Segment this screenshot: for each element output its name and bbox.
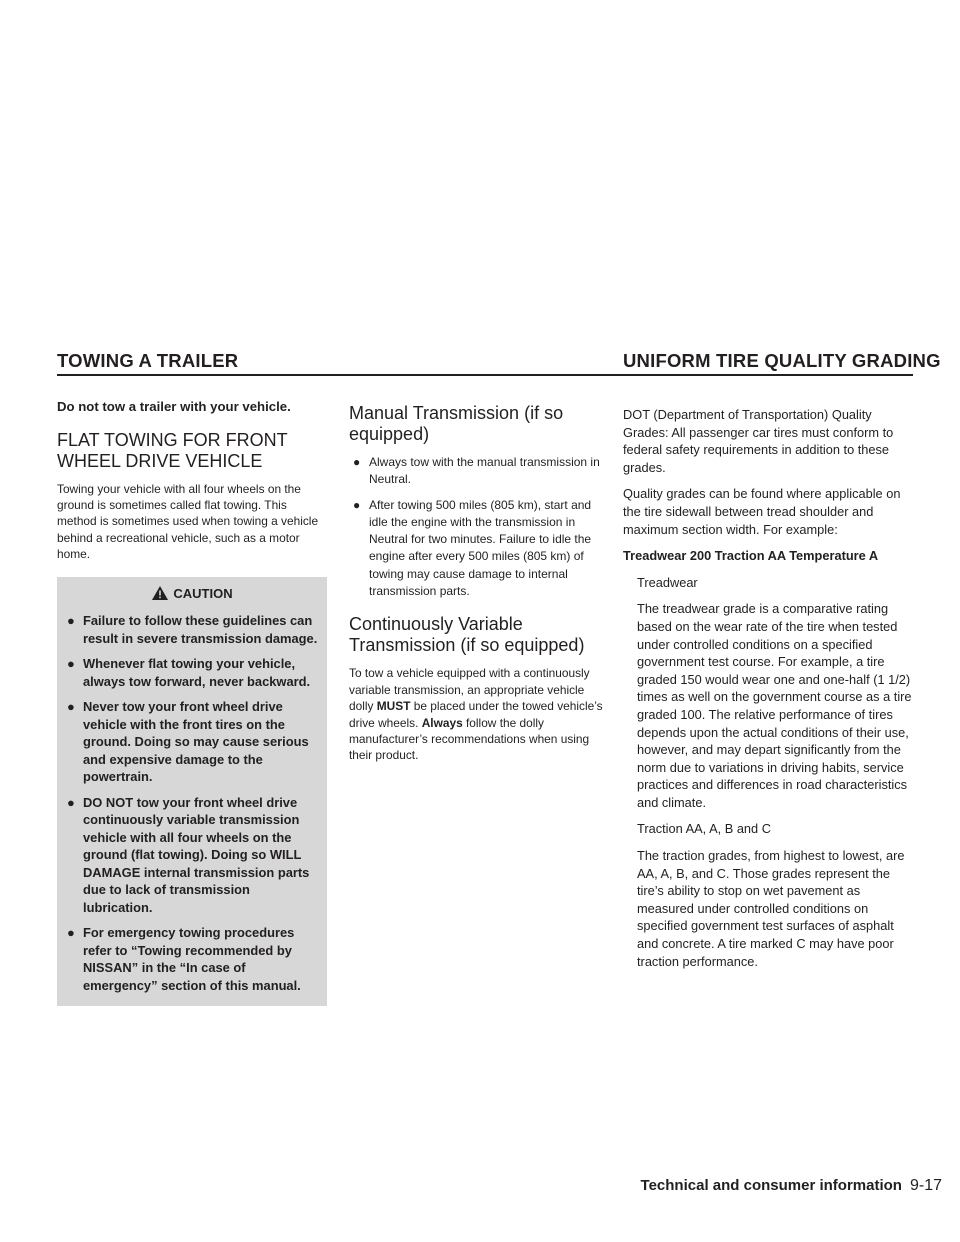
cvt-heading: Continuously Variable Transmission (if so equipped) <box>349 614 585 656</box>
caution-box <box>57 577 327 1007</box>
bullet-icon: ● <box>67 699 75 715</box>
traction-subheading: Traction AA, A, B and C <box>637 821 771 837</box>
dot-grades-paragraph: DOT (Department of Transportation) Quality Grades: All passenger car tires must conform to federal safety requirements in addition to these grades. <box>623 407 894 475</box>
bullet-icon: ● <box>353 455 361 469</box>
bullet-icon: ● <box>67 613 75 629</box>
caution-item <box>65 698 319 786</box>
grades-location-paragraph: Quality grades can be found where applicable on the tire sidewall between tread shoulder and maximum section width. For example: <box>623 486 901 537</box>
caution-item-text: Never tow your front wheel drive vehicle with the front tires on the ground. Doing so may cause serious and expensive damage to the powertrain. <box>83 699 309 785</box>
header-rule-right <box>623 374 913 376</box>
caution-item-text: For emergency towing procedures refer to “Towing recommended by NISSAN” in the “In case of emergency” section of this manual. <box>83 925 301 993</box>
caution-item-text: Failure to follow these guidelines can result in severe transmission damage. <box>83 613 318 646</box>
bullet-icon: ● <box>353 497 361 512</box>
treadwear-section <box>623 574 913 970</box>
bullet-icon: ● <box>67 656 75 672</box>
caution-item <box>65 612 319 647</box>
list-item <box>349 454 605 489</box>
section-header-tire-grading: UNIFORM TIRE QUALITY GRADING <box>623 350 941 371</box>
section-header-towing: TOWING A TRAILER <box>57 350 239 371</box>
list-item <box>349 497 605 601</box>
flat-towing-body: Towing your vehicle with all four wheels on the ground is sometimes called flat towing. This method is sometimes used when towing a vehicle behind a recreational vehicle, such as a motor home. <box>57 481 319 562</box>
list-item-text: Always tow with the manual transmission in Neutral. <box>369 455 600 487</box>
caution-item-text: DO NOT tow your front wheel drive continuously variable transmission vehicle with all four wheels on the ground (flat towing). Doing so WILL DAMAGE internal transmission parts due to lack of transmission lubrication. <box>83 794 310 915</box>
caution-label: CAUTION <box>173 585 233 601</box>
column-middle <box>349 403 605 764</box>
column-right <box>623 406 913 979</box>
grade-example: Treadwear 200 Traction AA Temperature A <box>623 548 879 564</box>
caution-list <box>65 612 319 994</box>
flat-towing-heading: FLAT TOWING FOR FRONT WHEEL DRIVE VEHICLE <box>57 429 288 471</box>
bullet-icon: ● <box>67 794 75 810</box>
header-rule-left <box>57 374 625 376</box>
treadwear-body: The treadwear grade is a comparative rating based on the wear rate of the tire when tested under controlled conditions on a specified government test course. For example, a tire graded 150 would wear one and one-half (1 1/2) times as well on the government course as a tire graded 100. The relative performance of tires depends upon the actual conditions of their use, however, and may depart significantly from the norm due to variations in driving habits, service practices and differences in road characteristics and climate. <box>637 601 912 810</box>
treadwear-subheading: Treadwear <box>637 574 698 590</box>
list-item-text: After towing 500 miles (805 km), start and idle the engine with the transmission in Neutral for two minutes. Failure to idle the engine after every 500 miles (805 km) of towing may cause damage to internal transmission parts. <box>369 497 592 599</box>
caution-item <box>65 794 319 917</box>
manual-transmission-heading: Manual Transmission (if so equipped) <box>349 403 564 444</box>
cvt-body: To tow a vehicle equipped with a continuously variable transmission, an appropriate vehicle dolly MUST be placed under the towed vehicle’s drive wheels. Always follow the dolly manufacturer’s recommendations when using their product. <box>349 666 603 763</box>
page-footer <box>641 1177 942 1195</box>
column-left <box>57 398 327 1006</box>
bullet-icon: ● <box>67 925 75 941</box>
manual-transmission-list <box>349 454 605 600</box>
traction-body: The traction grades, from highest to lowest, are AA, A, B, and C. Those grades represent the tire’s ability to stop on wet pavement as measured under controlled conditions on specified government test surfaces of asphalt and concrete. A tire marked C may have poor traction performance. <box>637 848 905 969</box>
page-number: 9-17 <box>909 1177 942 1194</box>
caution-item <box>65 924 319 994</box>
caution-item-text: Whenever flat towing your vehicle, always tow forward, never backward. <box>83 656 311 689</box>
warning-triangle-icon <box>151 585 169 601</box>
caution-item <box>65 655 319 690</box>
caution-title <box>65 585 319 603</box>
no-trailer-warning: Do not tow a trailer with your vehicle. <box>57 399 291 414</box>
footer-section-title: Technical and consumer information <box>640 1177 902 1194</box>
